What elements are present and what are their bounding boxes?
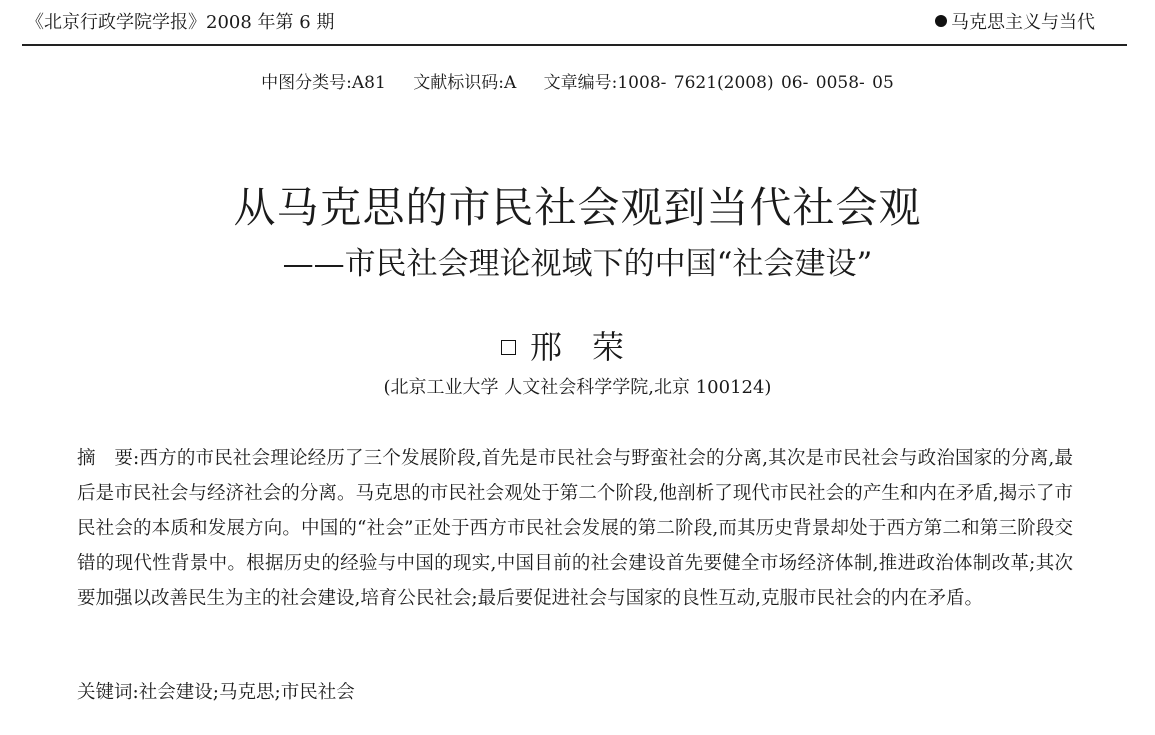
author-affiliation: (北京工业大学 人文社会科学学院,北京 100124) xyxy=(383,377,772,398)
abstract-text: 西方的市民社会理论经历了三个发展阶段,首先是市民社会与野蛮社会的分离,其次是市民社会与政治国家的分离,最后是市民社会与经济社会的分离。马克思的市民社会观处于第二个阶段,他剖析了现代市民社会的产生和内在矛盾,揭示了市民社会的本质和发展方向。中国的“社会”正处于西方市民社会发展的第二阶段,而其历史背景却处于西方第二和第三阶段交错的现代性背景中。根据历史的经验与中国的现实,中国目前的社会建设首先要健全市场经济体制,推进政治体制改革;其次要加强以改善民生为主的社会建设,培育公民社会;最后要促进社会与国家的良性互动,克服市民社会的内在矛盾。 xyxy=(77,448,1074,609)
author-name: 邢荣 xyxy=(529,328,654,366)
keywords xyxy=(77,678,355,704)
clc-number: 中图分类号:A81 xyxy=(261,73,386,93)
article-number: 文章编号:1008- 7621(2008) 06- 0058- 05 xyxy=(543,73,894,93)
keywords-label: 关键词: xyxy=(77,682,139,703)
running-header xyxy=(22,0,1127,46)
column-name xyxy=(935,8,1095,34)
abstract-label: 摘 要: xyxy=(77,448,140,469)
article-title: 从马克思的市民社会观到当代社会观 xyxy=(233,183,922,232)
square-icon xyxy=(501,340,516,355)
journal-issue: 《北京行政学院学报》2008 年第 6 期 xyxy=(26,12,335,33)
classification-line xyxy=(0,68,1155,93)
document-code: 文献标识码:A xyxy=(413,73,517,93)
keywords-text: 社会建设;马克思;市民社会 xyxy=(138,682,355,703)
article-subtitle: ——市民社会理论视域下的中国“社会建设” xyxy=(282,246,873,282)
abstract xyxy=(77,441,1073,616)
author-line xyxy=(0,322,1155,368)
column-label: 马克思主义与当代 xyxy=(951,12,1095,33)
bullet-icon xyxy=(935,15,947,27)
